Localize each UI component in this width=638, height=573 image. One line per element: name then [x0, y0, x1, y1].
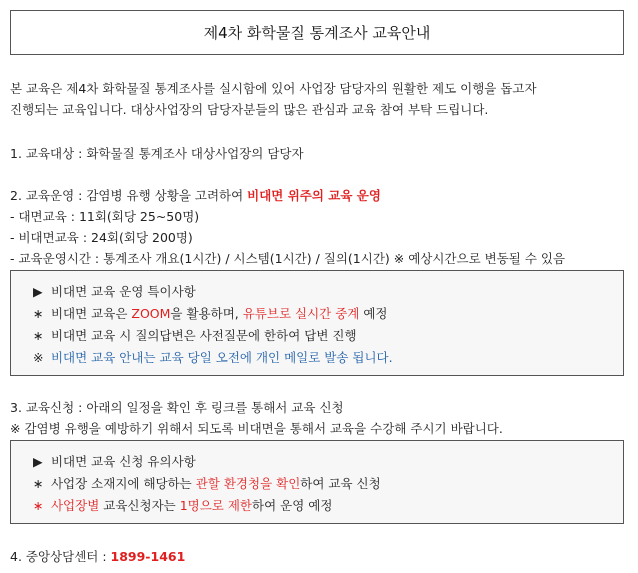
online-operation-row-3 — [33, 349, 393, 367]
operation-highlight: 비대면 위주의 교육 운영 — [247, 188, 381, 203]
section-application-heading: 3. 교육신청 : 아래의 일정을 확인 후 링크를 통해서 교육 신청 — [10, 400, 344, 415]
asterisk-icon: ∗ — [33, 498, 44, 513]
per-site-highlight: 사업장별 — [50, 498, 100, 513]
one-person-highlight: 1명으로 제한 — [179, 498, 253, 513]
online-operation-heading-text: 비대면 교육 운영 특이사항 — [50, 284, 196, 299]
online-operation-row-1 — [33, 305, 387, 323]
triangle-icon: ▶ — [33, 454, 43, 469]
application-note: ※ 감염병 유행을 예방하기 위해서 되도록 비대면을 통해서 교육을 수강해 주시기 바랍니다. — [10, 421, 503, 436]
row1-text-a: 비대면 교육은 — [50, 306, 132, 321]
asterisk-icon: ∗ — [33, 476, 44, 491]
app-row2-text-b: 교육신청자는 — [99, 498, 180, 513]
online-operation-heading — [33, 283, 196, 301]
row3-text: 비대면 교육 안내는 교육 당일 오전에 개인 메일로 발송 됩니다. — [50, 350, 393, 365]
triangle-icon: ▶ — [33, 284, 43, 299]
app-row1-text-c: 하여 교육 신청 — [300, 476, 381, 491]
operation-item-3: - 교육운영시간 : 통계조사 개요(1시간) / 시스템(1시간) / 질의(1시간) ※ 예상시간으로 변동될 수 있음 — [10, 251, 566, 266]
online-operation-box — [10, 270, 624, 376]
youtube-highlight: 유튜브로 실시간 중계 — [242, 306, 360, 321]
row2-text: 비대면 교육 시 질의답변은 사전질문에 한하여 답변 진행 — [50, 328, 357, 343]
section-target: 1. 교육대상 : 화학물질 통계조사 대상사업장의 담당자 — [10, 146, 304, 161]
operation-item-1: - 대면교육 : 11회(회당 25~50명) — [10, 209, 200, 224]
contact-label: 4. 중앙상담센터 : — [10, 549, 111, 564]
section-operation-heading — [10, 187, 381, 205]
operation-heading-text: 2. 교육운영 : 감염병 유행 상황을 고려하여 — [10, 188, 248, 203]
online-application-box — [10, 440, 624, 524]
row1-text-c: 을 활용하며, — [170, 306, 243, 321]
online-operation-row-2 — [33, 327, 357, 345]
row1-text-e: 예정 — [359, 306, 388, 321]
intro-line-2: 진행되는 교육입니다. 대상사업장의 담당자분들의 많은 관심과 교육 참여 부탁 드립니다. — [10, 102, 489, 117]
asterisk-icon: ∗ — [33, 306, 44, 321]
intro-line-1: 본 교육은 제4차 화학물질 통계조사를 실시함에 있어 사업장 담당자의 원활한 제도 이행을 돕고자 — [10, 81, 537, 96]
contact-phone: 1899-1461 — [110, 549, 186, 564]
reference-mark-icon: ※ — [33, 350, 44, 365]
page-title: 제4차 화학물질 통계조사 교육안내 — [10, 10, 624, 55]
operation-item-2: - 비대면교육 : 24회(회당 200명) — [10, 230, 193, 245]
online-application-heading — [33, 453, 196, 471]
office-check-highlight: 관할 환경청을 확인 — [195, 476, 301, 491]
zoom-highlight: ZOOM — [131, 306, 171, 321]
app-row2-text-d: 하여 운영 예정 — [252, 498, 333, 513]
online-application-row-2 — [33, 497, 332, 515]
section-contact — [10, 548, 185, 566]
online-application-heading-text: 비대면 교육 신청 유의사항 — [50, 454, 196, 469]
online-application-row-1 — [33, 475, 381, 493]
asterisk-icon: ∗ — [33, 328, 44, 343]
app-row1-text-a: 사업장 소재지에 해당하는 — [50, 476, 196, 491]
